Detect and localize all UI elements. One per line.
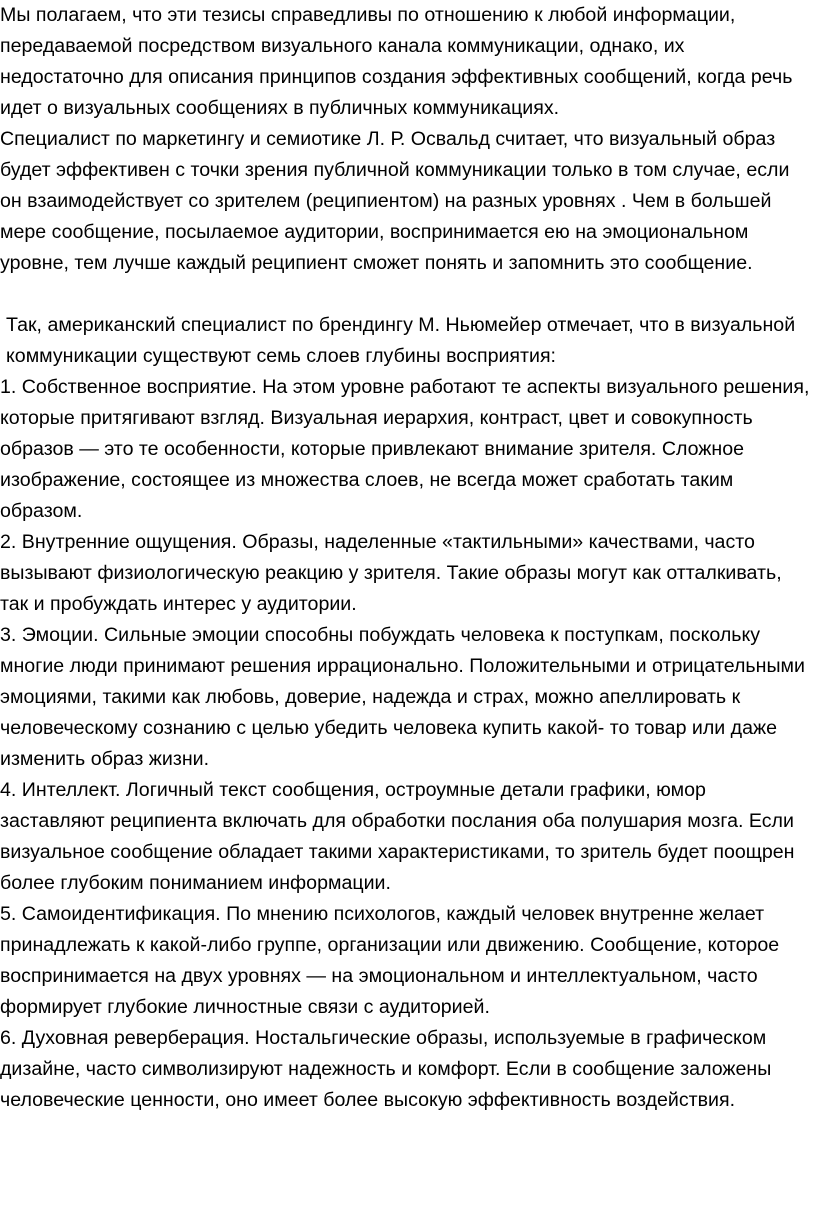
paragraph-spacer <box>0 279 812 310</box>
paragraph-oswald: Специалист по маркетингу и семиотике Л. Р. Освальд считает, что визуальный образ будет эффективен с точки зрения публичной коммуникации только в том случае, если он взаимодействует со зрителем (реципиентом) на разных уровнях . Чем в большей мере сообщение, посылаемое аудитории, воспринимается ею на эмоциональном уровне, тем лучше каждый реципиент сможет понять и запомнить это сообщение. <box>0 128 790 274</box>
paragraph-intro: Мы полагаем, что эти тезисы справедливы по отношению к любой информации, передаваемой посредством визуального канала коммуникации, однако, их недостаточно для описания принципов создания эффективных сообщений, когда речь идет о визуальных сообщениях в публичных коммуникациях. <box>0 4 793 119</box>
list-item-2: 2. Внутренние ощущения. Образы, наделенные «тактильными» качествами, часто вызывают физиологическую реакцию у зрителя. Такие образы могут как отталкивать, так и пробуждать интерес у аудитории. <box>0 531 782 615</box>
list-item-4: 4. Интеллект. Логичный текст сообщения, остроумные детали графики, юмор заставляют реципиента включать для обработки послания оба полушария мозга. Если визуальное сообщение обладает такими характеристиками, то зритель будет поощрен более глубоким пониманием информации. <box>0 779 795 894</box>
paragraph-neumeier: Так, американский специалист по брендингу М. Ньюмейер отмечает, что в визуальной коммуникации существуют семь слоев глубины восприятия: <box>6 314 796 367</box>
list-item-5: 5. Самоидентификация. По мнению психологов, каждый человек внутренне желает принадлежать к какой-либо группе, организации или движению. Сообщение, которое воспринимается на двух уровнях — на эмоциональном и интеллектуальном, часто формирует глубокие личностные связи с аудиторией. <box>0 903 780 1018</box>
list-item-1: 1. Собственное восприятие. На этом уровне работают те аспекты визуального решения, которые притягивают взгляд. Визуальная иерархия, контраст, цвет и совокупность образов — это те особенности, которые привлекают внимание зрителя. Сложное изображение, состоящее из множества слоев, не всегда может сработать таким образом. <box>0 376 810 522</box>
list-item-6: 6. Духовная реверберация. Ностальгические образы, используемые в графическом дизайне, часто символизируют надежность и комфорт. Если в сообщение заложены человеческие ценности, оно имеет более высокую эффективность воздействия. <box>0 1027 772 1111</box>
list-item-3: 3. Эмоции. Сильные эмоции способны побуждать человека к поступкам, поскольку многие люди принимают решения иррационально. Положительными и отрицательными эмоциями, такими как любовь, доверие, надежда и страх, можно апеллировать к человеческому сознанию с целью убедить человека купить какой- то товар или даже изменить образ жизни. <box>0 624 805 770</box>
